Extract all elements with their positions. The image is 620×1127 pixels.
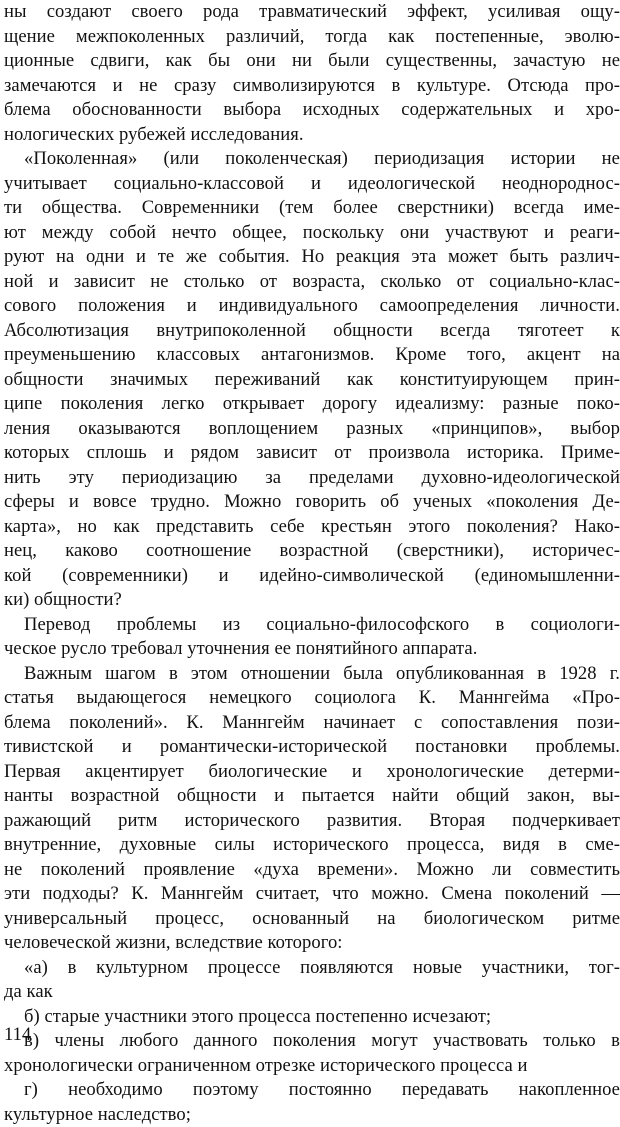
text-line: хронологически ограниченном отрезке исторического процесса и bbox=[4, 1054, 620, 1079]
text-line: внутренние, духовные силы исторического процесса, видя в сме- bbox=[4, 833, 620, 858]
text-line: блема обоснованности выбора исходных содержательных и хро- bbox=[4, 98, 620, 123]
text-line: Абсолютизация внутрипоколенной общности всегда тяготеет к bbox=[4, 319, 620, 344]
text-line: общности значимых переживаний как конституирующем прин- bbox=[4, 368, 620, 393]
text-line: да как bbox=[4, 980, 620, 1005]
text-line: сового положения и индивидуального самоопределения личности. bbox=[4, 294, 620, 319]
list-item-c bbox=[4, 1029, 620, 1078]
text-line: ционные сдвиги, как бы они ни были существенны, зачастую не bbox=[4, 49, 620, 74]
text-line: нец, каково соотношение возрастной (сверстники), историчес- bbox=[4, 539, 620, 564]
text-line: Перевод проблемы из социально-философского в социологи- bbox=[4, 613, 620, 638]
text-line: блема поколений». К. Маннгейм начинает с сопоставления пози- bbox=[4, 711, 620, 736]
page-number: 114 bbox=[4, 1023, 31, 1047]
text-line: ципе поколения легко открывает дорогу идеализму: разные поко- bbox=[4, 392, 620, 417]
text-line: ют между собой нечто общее, поскольку они участвуют и реаги- bbox=[4, 221, 620, 246]
text-line: нить эту периодизацию за пределами духовно-идеологической bbox=[4, 466, 620, 491]
text-line: нологических рубежей исследования. bbox=[4, 123, 620, 148]
paragraph-4 bbox=[4, 662, 620, 956]
text-line: руют на одни и те же события. Но реакция эта может быть различ- bbox=[4, 245, 620, 270]
paragraph-2 bbox=[4, 147, 620, 613]
list-item-d bbox=[4, 1078, 620, 1127]
text-line: ческое русло требовал уточнения ее понятийного аппарата. bbox=[4, 637, 620, 662]
text-line: которых сплошь и рядом зависит от произвола историка. Приме- bbox=[4, 441, 620, 466]
text-line: в) члены любого данного поколения могут участвовать только в bbox=[4, 1029, 620, 1054]
text-line: «а) в культурном процессе появляются новые участники, тог- bbox=[4, 956, 620, 981]
text-line: кой (современники) и идейно-символической (единомышленни- bbox=[4, 564, 620, 589]
text-line: ки) общности? bbox=[4, 588, 620, 613]
text-line: учитывает социально-классовой и идеологической неоднороднос- bbox=[4, 172, 620, 197]
text-line: карта», но как представить себе крестьян этого поколения? Нако- bbox=[4, 515, 620, 540]
text-line: не поколений проявление «духа времени». Можно ли совместить bbox=[4, 858, 620, 883]
text-line: преуменьшению классовых антагонизмов. Кроме того, акцент на bbox=[4, 343, 620, 368]
text-line: ражающий ритм исторического развития. Вторая подчеркивает bbox=[4, 809, 620, 834]
text-line: ти общества. Современники (тем более сверстники) всегда име- bbox=[4, 196, 620, 221]
text-line: ления оказываются воплощением разных «принципов», выбор bbox=[4, 417, 620, 442]
text-line: щение межпоколенных различий, тогда как постепенные, эволю- bbox=[4, 25, 620, 50]
text-line: б) старые участники этого процесса постепенно исчезают; bbox=[4, 1005, 620, 1030]
text-line: «Поколенная» (или поколенческая) периодизация истории не bbox=[4, 147, 620, 172]
list-item-b bbox=[4, 1005, 620, 1030]
text-line: тивистской и романтически-исторической постановки проблемы. bbox=[4, 735, 620, 760]
text-line: культурное наследство; bbox=[4, 1103, 620, 1127]
paragraph-1 bbox=[4, 0, 620, 147]
text-line: ной и зависит не столько от возраста, сколько от социально-клас- bbox=[4, 270, 620, 295]
text-line: ны создают своего рода травматический эффект, усиливая ощу- bbox=[4, 0, 620, 25]
list-item-a bbox=[4, 956, 620, 1005]
text-line: замечаются и не сразу символизируются в культуре. Отсюда про- bbox=[4, 74, 620, 99]
text-line: эти подходы? К. Маннгейм считает, что можно. Смена поколений — bbox=[4, 882, 620, 907]
text-line: сферы и вовсе трудно. Можно говорить об ученых «поколения Де- bbox=[4, 490, 620, 515]
text-line: Первая акцентирует биологические и хронологические детерми- bbox=[4, 760, 620, 785]
paragraph-3 bbox=[4, 613, 620, 662]
text-line: статья выдающегося немецкого социолога К. Маннгейма «Про- bbox=[4, 686, 620, 711]
text-line: человеческой жизни, вследствие которого: bbox=[4, 931, 620, 956]
text-line: Важным шагом в этом отношении была опубликованная в 1928 г. bbox=[4, 662, 620, 687]
text-line: нанты возрастной общности и пытается найти общий закон, вы- bbox=[4, 784, 620, 809]
text-line: г) необходимо поэтому постоянно передавать накопленное bbox=[4, 1078, 620, 1103]
text-line: универсальный процесс, основанный на биологическом ритме bbox=[4, 907, 620, 932]
page-body bbox=[4, 0, 620, 1052]
